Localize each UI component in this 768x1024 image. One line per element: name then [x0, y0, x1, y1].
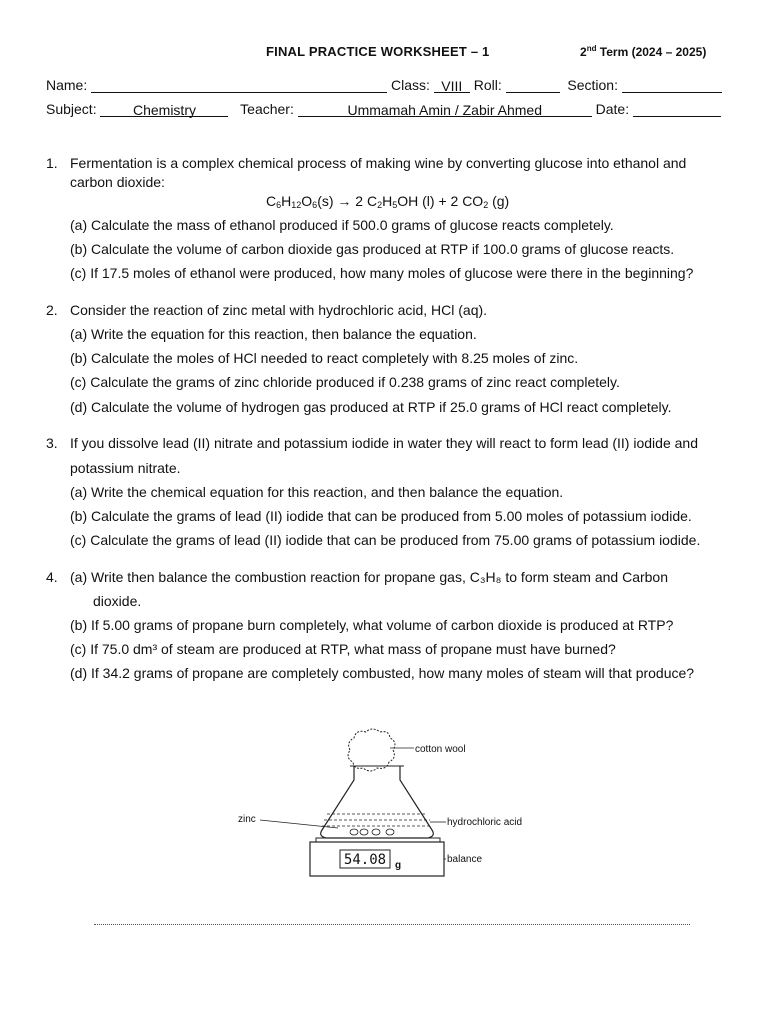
name-blank	[91, 78, 387, 93]
question-part: (d) Calculate the volume of hydrogen gas produced at RTP if 25.0 grams of HCl react completely.	[70, 399, 672, 415]
section-label: Section:	[567, 77, 618, 93]
fermentation-equation: $C_6H_{12}O_6(s) \to 2$ $C_2H_5OH$ (l) + 2 $CO_2$ (g)	[266, 193, 510, 210]
question-part: (a) Write the chemical equation for this reaction, and then balance the equation.	[70, 484, 564, 500]
label-balance: balance	[447, 854, 483, 865]
date-label: Date:	[595, 101, 630, 117]
info-row-1	[46, 77, 722, 93]
question-part: (c) If 17.5 moles of ethanol were produced, how many moles of glucose were there in the beginning?	[70, 265, 694, 281]
question-text: Consider the reaction of zinc metal with hydrochloric acid, HCl (aq).	[70, 302, 488, 318]
question-text-cont: dioxide.	[93, 593, 142, 609]
balance-reading: 54.08	[343, 852, 387, 868]
question-number: 3.	[46, 435, 58, 451]
worksheet-title: FINAL PRACTICE WORKSHEET – 1	[266, 44, 490, 59]
question-number: 1.	[46, 155, 58, 171]
roll-blank	[506, 78, 560, 93]
date-blank	[633, 102, 721, 117]
question-text: Fermentation is a complex chemical process of making wine by converting glucose into ethanol and	[70, 155, 687, 171]
question-part: (a) Calculate the mass of ethanol produced if 500.0 grams of glucose reacts completely.	[70, 217, 614, 233]
label-hydrochloric-acid: hydrochloric acid	[447, 817, 523, 828]
question-number: 4.	[46, 569, 58, 585]
subject-value: Chemistry	[100, 102, 228, 117]
term-suffix: nd	[586, 44, 597, 53]
class-label: Class:	[391, 77, 430, 93]
conical-flask-icon	[321, 766, 434, 838]
teacher-label: Teacher:	[240, 101, 294, 117]
section-blank	[622, 78, 722, 93]
roll-label: Roll:	[473, 77, 502, 93]
label-zinc: zinc	[238, 814, 256, 825]
question-text-cont: potassium nitrate.	[70, 460, 181, 476]
name-label: Name:	[46, 77, 88, 93]
subject-label: Subject:	[46, 101, 97, 117]
flask-balance-diagram	[230, 728, 550, 884]
question-part: (c) Calculate the grams of lead (II) iodide that can be produced from 75.00 grams of potassium iodide.	[70, 532, 701, 548]
cotton-wool-icon	[348, 729, 395, 771]
footer-dotted-line	[94, 924, 690, 925]
info-row-2	[46, 101, 721, 117]
question-part: (b) Calculate the moles of HCl needed to react completely with 8.25 moles of zinc.	[70, 350, 579, 366]
term-years: Term (2024 – 2025)	[596, 45, 707, 59]
label-cotton-wool: cotton wool	[415, 744, 466, 755]
question-part: (b) Calculate the volume of carbon dioxide gas produced at RTP if 100.0 grams of glucose reacts.	[70, 241, 675, 257]
question-text: If you dissolve lead (II) nitrate and potassium iodide in water they will react to form lead (II) iodide and	[70, 435, 698, 451]
question-part: (b) If 5.00 grams of propane burn completely, what volume of carbon dioxide is produced at RTP?	[70, 617, 674, 633]
term-label	[580, 44, 706, 59]
question-part: (b) Calculate the grams of lead (II) iodide that can be produced from 5.00 moles of potassium iodide.	[70, 508, 692, 524]
class-value: VIII	[434, 78, 470, 93]
question-part: (c) If 75.0 dm³ of steam are produced at RTP, what mass of propane must have burned?	[70, 641, 616, 657]
question-text-cont: carbon dioxide:	[70, 174, 165, 190]
balance-unit: g	[395, 860, 402, 871]
question-part: (d) If 34.2 grams of propane are completely combusted, how many moles of steam will that produce?	[70, 665, 695, 681]
question-part: (c) Calculate the grams of zinc chloride produced if 0.238 grams of zinc react completely.	[70, 374, 620, 390]
teacher-value: Ummamah Amin / Zabir Ahmed	[298, 102, 592, 117]
question-part: (a) Write the equation for this reaction, then balance the equation.	[70, 326, 477, 342]
term-ordinal: 2	[580, 45, 587, 59]
question-number: 2.	[46, 302, 58, 318]
question-text: (a) Write then balance the combustion reaction for propane gas, C₃H₈ to form steam and Carbon	[70, 569, 668, 585]
